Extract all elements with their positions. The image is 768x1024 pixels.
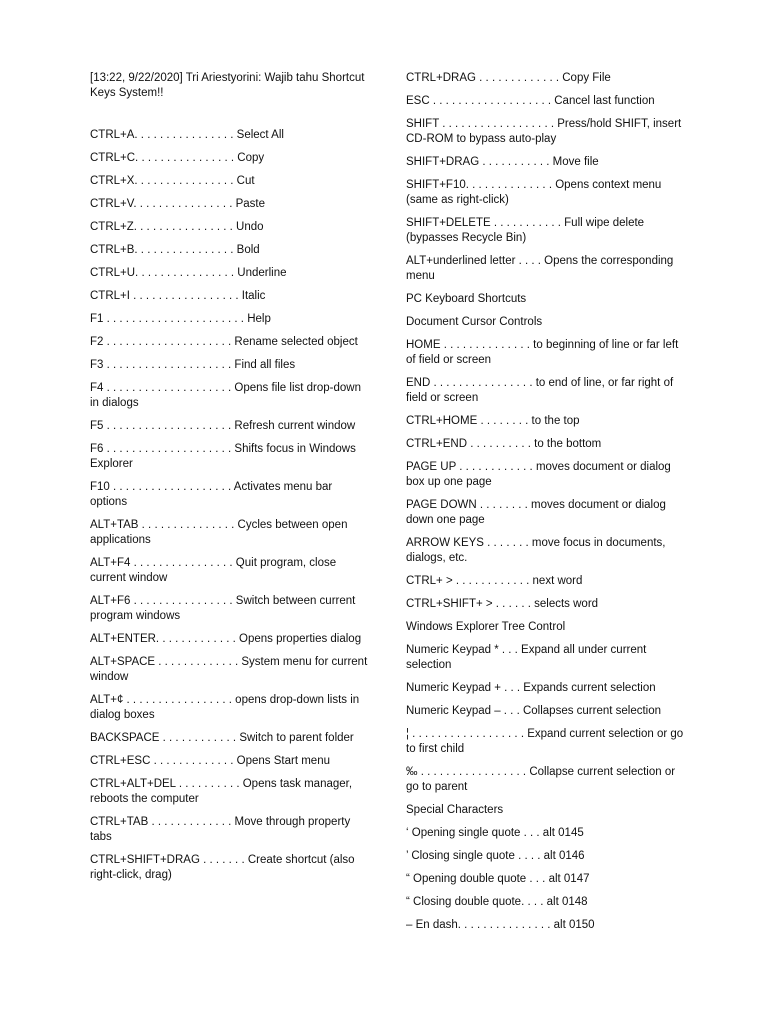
shortcut-entry: CTRL+SHIFT+DRAG . . . . . . . Create shortcut (also right-click, drag) bbox=[90, 854, 355, 881]
shortcut-entry: CTRL+Z. . . . . . . . . . . . . . . . Undo bbox=[90, 221, 264, 233]
right-entries bbox=[406, 71, 691, 933]
shortcut-entry: CTRL+ESC . . . . . . . . . . . . . Opens Start menu bbox=[90, 755, 330, 767]
shortcut-entry: ALT+F4 . . . . . . . . . . . . . . . . Quit program, close current window bbox=[90, 557, 337, 584]
shortcut-entry: PC Keyboard Shortcuts bbox=[406, 293, 527, 305]
shortcut-entry: PAGE UP . . . . . . . . . . . . moves document or dialog box up one page bbox=[406, 461, 671, 488]
shortcut-entry: ’ Closing single quote . . . . alt 0146 bbox=[406, 850, 585, 862]
shortcut-entry: END . . . . . . . . . . . . . . . . to end of line, or far right of field or screen bbox=[406, 377, 674, 404]
shortcut-entry: CTRL+B. . . . . . . . . . . . . . . . Bold bbox=[90, 244, 260, 256]
page-header: [13:22, 9/22/2020] Tri Ariestyorini: Wajib tahu Shortcut Keys System!! bbox=[90, 72, 365, 99]
shortcut-entry: – En dash. . . . . . . . . . . . . . . alt 0150 bbox=[406, 919, 595, 931]
shortcut-entry: Numeric Keypad – . . . Collapses current selection bbox=[406, 705, 662, 717]
shortcut-entry: ¦ . . . . . . . . . . . . . . . . . . Expand current selection or go to first child bbox=[406, 728, 684, 755]
shortcut-entry: Numeric Keypad * . . . Expand all under current selection bbox=[406, 644, 647, 671]
shortcut-entry: ‘ Opening single quote . . . alt 0145 bbox=[406, 827, 584, 839]
shortcut-entry: “ Closing double quote. . . . alt 0148 bbox=[406, 896, 588, 908]
shortcut-entry: F4 . . . . . . . . . . . . . . . . . . . . Opens file list drop-down in dialogs bbox=[90, 382, 361, 409]
shortcut-entry: CTRL+ALT+DEL . . . . . . . . . . Opens task manager, reboots the computer bbox=[90, 778, 353, 805]
shortcut-entry: ARROW KEYS . . . . . . . move focus in documents, dialogs, etc. bbox=[406, 537, 666, 564]
shortcut-entry: CTRL+A. . . . . . . . . . . . . . . . Select All bbox=[90, 129, 284, 141]
shortcut-entry: Special Characters bbox=[406, 804, 504, 816]
shortcut-entry: HOME . . . . . . . . . . . . . . to beginning of line or far left of field or screen bbox=[406, 339, 679, 366]
shortcut-entry: CTRL+END . . . . . . . . . . to the bottom bbox=[406, 438, 602, 450]
shortcut-entry: “ Opening double quote . . . alt 0147 bbox=[406, 873, 590, 885]
shortcut-entry: ALT+¢ . . . . . . . . . . . . . . . . . opens drop-down lists in dialog boxes bbox=[90, 694, 360, 721]
shortcut-entry: ALT+SPACE . . . . . . . . . . . . . System menu for current window bbox=[90, 656, 368, 683]
shortcut-entry: PAGE DOWN . . . . . . . . moves document or dialog down one page bbox=[406, 499, 666, 526]
shortcut-entry: SHIFT . . . . . . . . . . . . . . . . . . Press/hold SHIFT, insert CD-ROM to bypass auto-play bbox=[406, 118, 682, 145]
shortcut-entry: ALT+ENTER. . . . . . . . . . . . . Opens properties dialog bbox=[90, 633, 362, 645]
shortcut-entry: F1 . . . . . . . . . . . . . . . . . . . . . . Help bbox=[90, 313, 271, 325]
shortcut-entry: CTRL+DRAG . . . . . . . . . . . . . Copy File bbox=[406, 72, 611, 84]
shortcut-entry: Document Cursor Controls bbox=[406, 316, 543, 328]
shortcut-entry: CTRL+X. . . . . . . . . . . . . . . . Cut bbox=[90, 175, 255, 187]
left-column bbox=[90, 71, 370, 891]
shortcut-entry: CTRL+TAB . . . . . . . . . . . . . Move through property tabs bbox=[90, 816, 351, 843]
right-column bbox=[406, 71, 691, 941]
shortcut-entry: CTRL+SHIFT+ > . . . . . . selects word bbox=[406, 598, 599, 610]
shortcut-entry: CTRL+C. . . . . . . . . . . . . . . . Copy bbox=[90, 152, 265, 164]
shortcut-entry: ALT+TAB . . . . . . . . . . . . . . . Cycles between open applications bbox=[90, 519, 348, 546]
shortcut-entry: SHIFT+DRAG . . . . . . . . . . . Move file bbox=[406, 156, 599, 168]
shortcut-entry: CTRL+U. . . . . . . . . . . . . . . . Underline bbox=[90, 267, 287, 279]
left-entries bbox=[90, 128, 370, 883]
shortcut-entry: ESC . . . . . . . . . . . . . . . . . . . Cancel last function bbox=[406, 95, 655, 107]
shortcut-entry: F10 . . . . . . . . . . . . . . . . . . . Activates menu bar options bbox=[90, 481, 333, 508]
shortcut-entry: SHIFT+DELETE . . . . . . . . . . . Full wipe delete (bypasses Recycle Bin) bbox=[406, 217, 645, 244]
shortcut-entry: ALT+underlined letter . . . . Opens the corresponding menu bbox=[406, 255, 674, 282]
shortcut-entry: F5 . . . . . . . . . . . . . . . . . . . . Refresh current window bbox=[90, 420, 356, 432]
shortcut-entry: SHIFT+F10. . . . . . . . . . . . . . Opens context menu (same as right-click) bbox=[406, 179, 662, 206]
shortcut-entry: CTRL+ > . . . . . . . . . . . . next word bbox=[406, 575, 583, 587]
shortcut-entry: ‰ . . . . . . . . . . . . . . . . . Collapse current selection or go to parent bbox=[406, 766, 676, 793]
shortcut-entry: BACKSPACE . . . . . . . . . . . . Switch to parent folder bbox=[90, 732, 354, 744]
shortcut-entry: Windows Explorer Tree Control bbox=[406, 621, 566, 633]
shortcut-entry: CTRL+V. . . . . . . . . . . . . . . . Paste bbox=[90, 198, 266, 210]
shortcut-entry: CTRL+HOME . . . . . . . . to the top bbox=[406, 415, 580, 427]
shortcut-entry: CTRL+I . . . . . . . . . . . . . . . . . Italic bbox=[90, 290, 266, 302]
shortcut-entry: Numeric Keypad + . . . Expands current selection bbox=[406, 682, 656, 694]
shortcut-entry: F6 . . . . . . . . . . . . . . . . . . . . Shifts focus in Windows Explorer bbox=[90, 443, 356, 470]
shortcut-entry: F2 . . . . . . . . . . . . . . . . . . . . Rename selected object bbox=[90, 336, 358, 348]
shortcut-entry: ALT+F6 . . . . . . . . . . . . . . . . Switch between current program windows bbox=[90, 595, 356, 622]
shortcut-entry: F3 . . . . . . . . . . . . . . . . . . . . Find all files bbox=[90, 359, 296, 371]
